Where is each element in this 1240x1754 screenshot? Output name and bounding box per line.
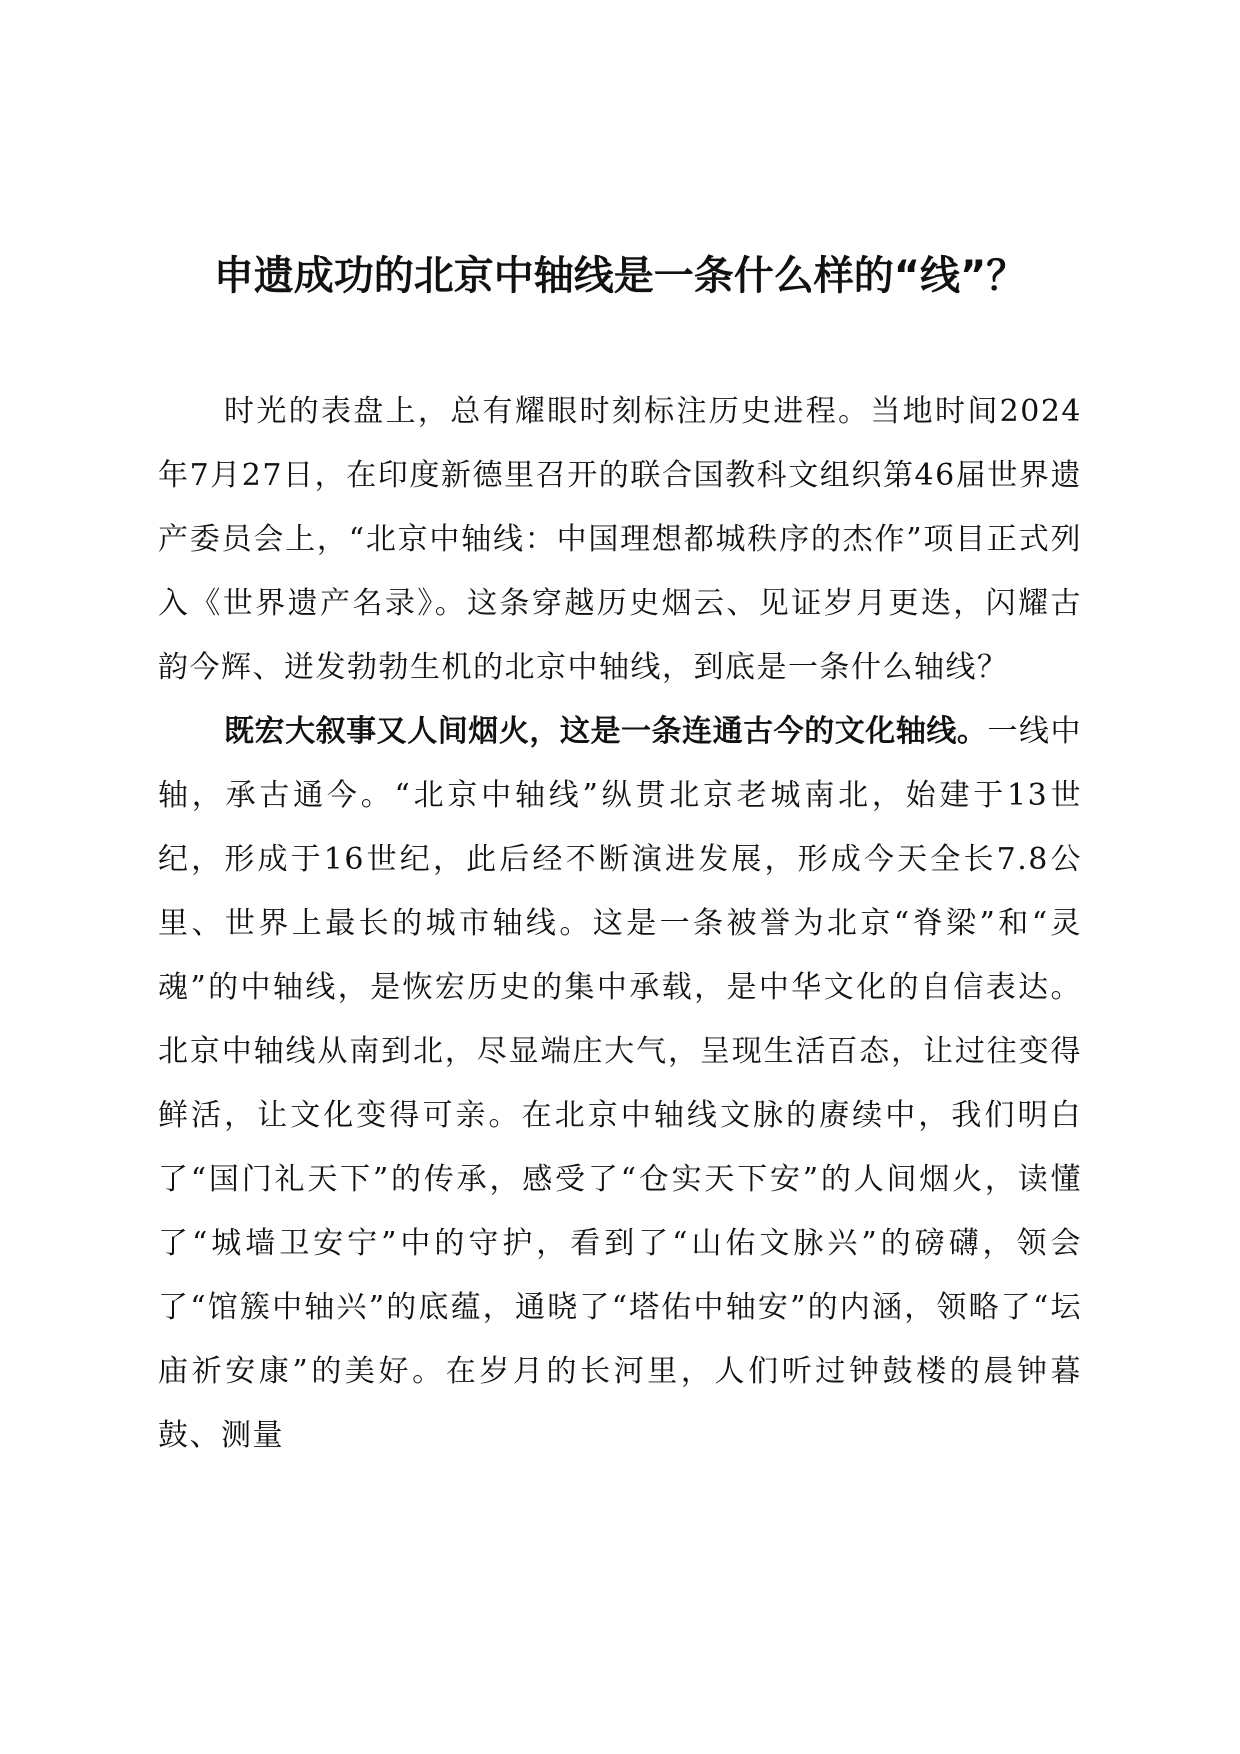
paragraph-2-text: 一线中轴，承古通今。“北京中轴线”纵贯北京老城南北，始建于13世纪，形成于16世纪，此后经不断演进发展，形成今天全长7.8公里、世界上最长的城市轴线。这是一条被誉为北京“脊梁”和“灵魂”的中轴线，是恢宏历史的集中承载，是中华文化的自信表达。北京中轴线从南到北，尽显端庄大气，呈现生活百态，让过往变得鲜活，让文化变得可亲。在北京中轴线文脉的赓续中，我们明白了“国门礼天下”的传承，感受了“仓实天下安”的人间烟火，读懂了“城墙卫安宁”中的守护，看到了“山佑文脉兴”的磅礴，领会了“馆簇中轴兴”的底蕴，通晓了“塔佑中轴安”的内涵，领略了“坛庙祈安康”的美好。在岁月的长河里，人们听过钟鼓楼的晨钟暮鼓、测量 (158, 714, 1083, 1453)
page-title: 申遗成功的北京中轴线是一条什么样的“线”？ (213, 253, 1027, 299)
paragraph-1-text: 时光的表盘上，总有耀眼时刻标注历史进程。当地时间2024年7月27日，在印度新德里召开的联合国教科文组织第46届世界遗产委员会上，“北京中轴线：中国理想都城秩序的杰作”项目正式列入《世界遗产名录》。这条穿越历史烟云、见证岁月更迭，闪耀古韵今辉、迸发勃勃生机的北京中轴线，到底是一条什么轴线？ (158, 394, 1082, 685)
paragraph-1 (158, 380, 1082, 700)
paragraph-2 (158, 700, 1082, 1468)
article-body (158, 380, 1082, 1468)
paragraph-2-lead: 既宏大叙事又人间烟火，这是一条连通古今的文化轴线。 (224, 714, 988, 749)
